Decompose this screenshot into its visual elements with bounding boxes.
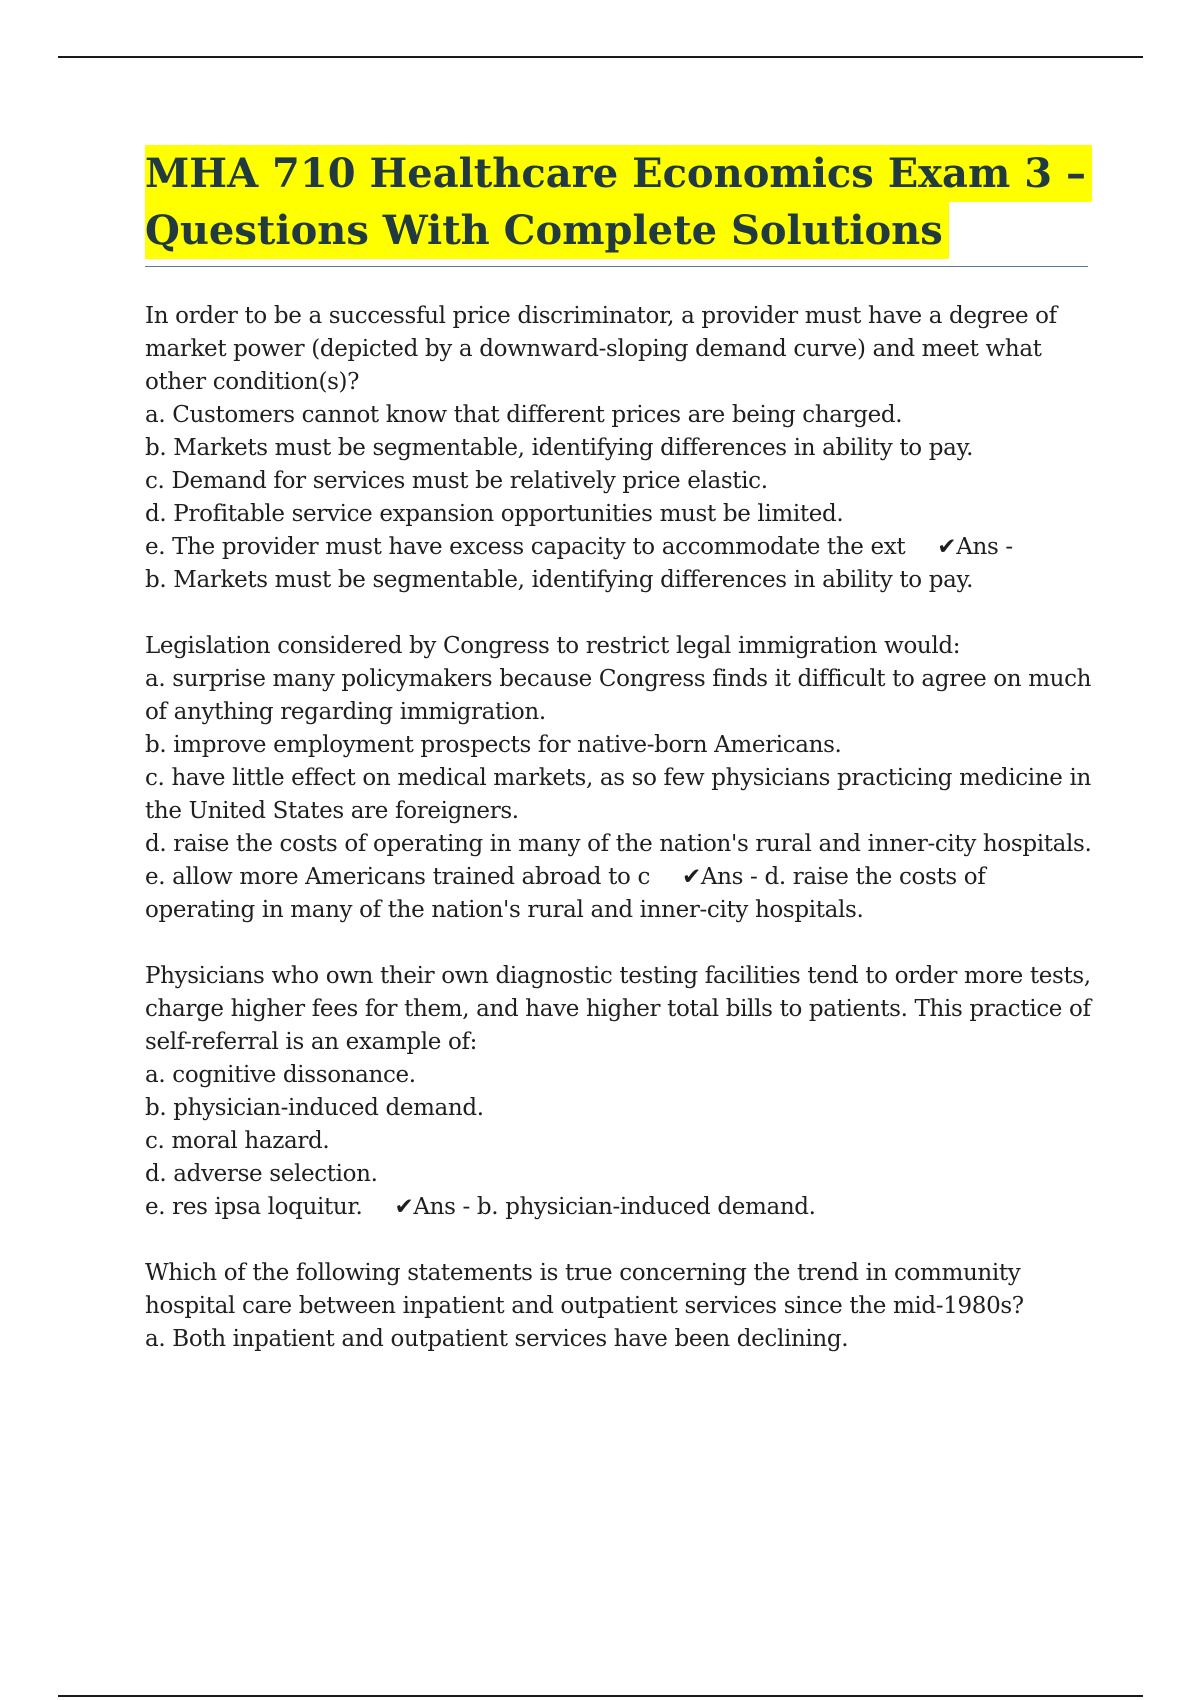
answer-option: a. Both inpatient and outpatient services have been declining. <box>145 1326 849 1352</box>
title-line-2: Questions With Complete Solutions <box>145 202 949 259</box>
correct-answer: b. Markets must be segmentable, identifying differences in ability to pay. <box>145 567 974 593</box>
question-stem: Which of the following statements is true concerning the trend in community hospital care between inpatient and outpatient services since the mid-1980s? <box>145 1260 1024 1319</box>
correct-answer: b. physician-induced demand. <box>476 1194 816 1220</box>
answer-option: b. improve employment prospects for native-born Americans. <box>145 732 842 758</box>
answer-check-label: ✔Ans - <box>937 534 1013 560</box>
answer-option: b. physician-induced demand. <box>145 1095 484 1121</box>
document-title <box>145 145 1090 259</box>
answer-check-label: ✔Ans - <box>682 864 758 890</box>
document-body <box>145 300 1095 1389</box>
question-3 <box>145 960 1095 1224</box>
answer-option: d. Profitable service expansion opportunities must be limited. <box>145 501 844 527</box>
answer-option: c. moral hazard. <box>145 1128 330 1154</box>
correct-answer: d. raise the costs of operating in many of the nation's rural and inner-city hospitals. <box>145 864 986 923</box>
question-stem: Physicians who own their own diagnostic testing facilities tend to order more tests, charge higher fees for them, and have higher total bills to patients. This practice of self-referral is an example of: <box>145 963 1091 1055</box>
question-stem: Legislation considered by Congress to restrict legal immigration would: <box>145 633 961 659</box>
answer-option: a. cognitive dissonance. <box>145 1062 416 1088</box>
question-2 <box>145 630 1095 927</box>
answer-option: e. allow more Americans trained abroad to c <box>145 864 650 890</box>
answer-option: b. Markets must be segmentable, identifying differences in ability to pay. <box>145 435 974 461</box>
answer-option: a. surprise many policymakers because Congress finds it difficult to agree on much of anything regarding immigration. <box>145 666 1092 725</box>
question-4 <box>145 1257 1095 1356</box>
question-1 <box>145 300 1095 597</box>
answer-option: d. adverse selection. <box>145 1161 378 1187</box>
title-line-1: MHA 710 Healthcare Economics Exam 3 – <box>145 145 1092 202</box>
answer-option: d. raise the costs of operating in many of the nation's rural and inner-city hospitals. <box>145 831 1092 857</box>
title-underline <box>145 266 1088 267</box>
footer-rule <box>58 1695 1143 1697</box>
header-rule <box>58 56 1143 58</box>
question-stem: In order to be a successful price discriminator, a provider must have a degree of market power (depicted by a downward-sloping demand curve) and meet what other condition(s)? <box>145 303 1057 395</box>
answer-check-label: ✔Ans - <box>394 1194 470 1220</box>
answer-line <box>145 531 1095 564</box>
answer-option: a. Customers cannot know that different prices are being charged. <box>145 402 903 428</box>
answer-option: c. have little effect on medical markets, as so few physicians practicing medicine in the United States are foreigners. <box>145 765 1091 824</box>
answer-option: e. res ipsa loquitur. <box>145 1194 363 1220</box>
answer-option: c. Demand for services must be relatively price elastic. <box>145 468 768 494</box>
answer-option: e. The provider must have excess capacity to accommodate the ext <box>145 534 906 560</box>
answer-line <box>145 1191 1095 1224</box>
answer-line <box>145 861 1095 927</box>
